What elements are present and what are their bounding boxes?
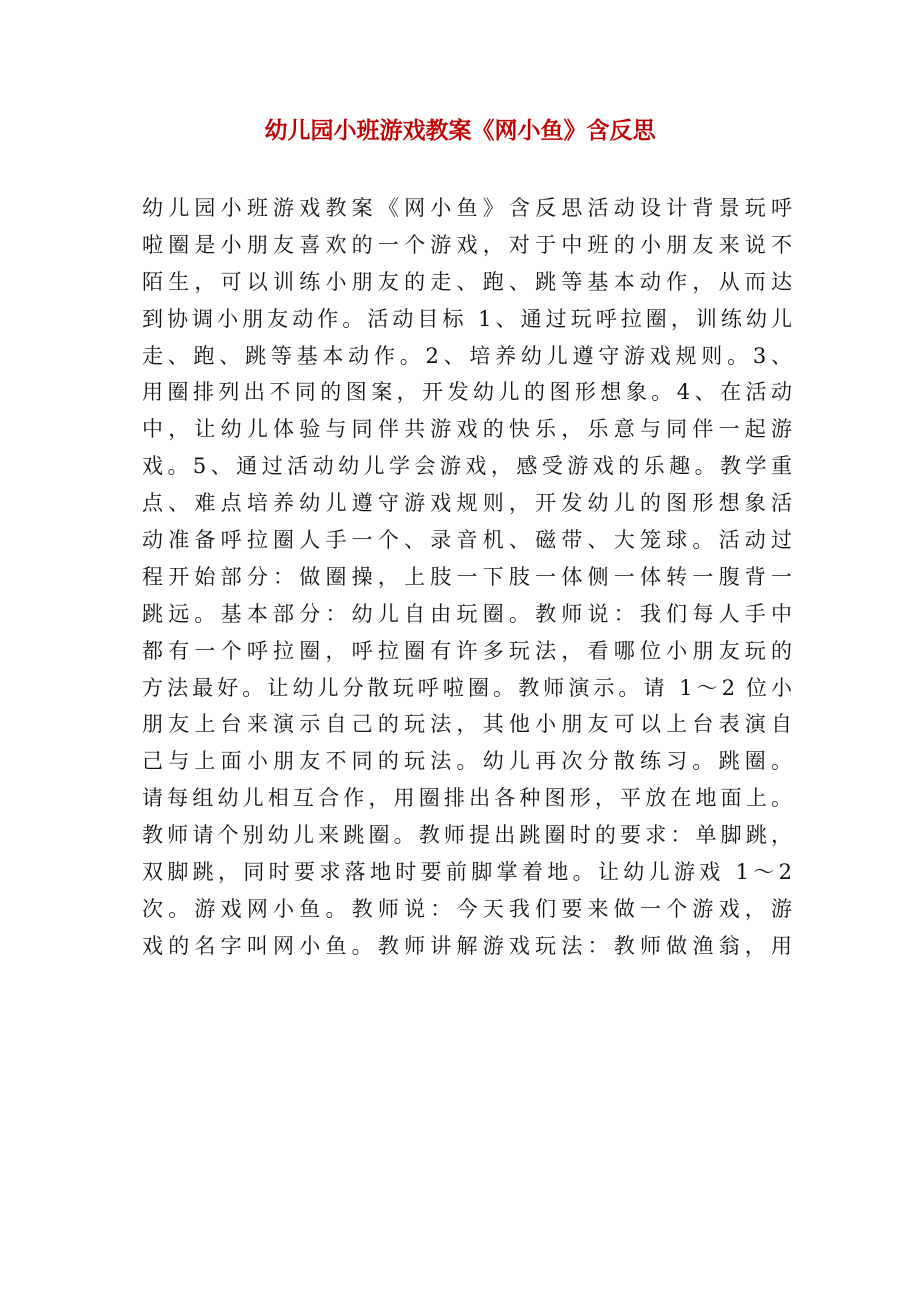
body-line: 戏。5、通过活动幼儿学会游戏，感受游戏的乐趣。教学重 (142, 454, 792, 479)
body-line: 请每组幼儿相互合作，用圈排出各种图形，平放在地面上。 (142, 786, 792, 811)
body-line: 次。游戏网小鱼。教师说：今天我们要来做一个游戏，游 (142, 896, 792, 921)
body-line: 幼儿园小班游戏教案《网小鱼》含反思活动设计背景玩呼 (142, 196, 792, 220)
body-line: 己与上面小朋友不同的玩法。幼儿再次分散练习。跳圈。 (142, 749, 792, 774)
body-line: 教师请个别幼儿来跳圈。教师提出跳圈时的要求：单脚跳， (142, 823, 792, 848)
body-line: 戏的名字叫网小鱼。教师讲解游戏玩法：教师做渔翁，用 (142, 933, 792, 958)
body-line: 动准备呼拉圈人手一个、录音机、磁带、大笼球。活动过 (142, 528, 792, 553)
body-line: 都有一个呼拉圈，呼拉圈有许多玩法，看哪位小朋友玩的 (142, 638, 792, 663)
body-line: 啦圈是小朋友喜欢的一个游戏，对于中班的小朋友来说不 (142, 232, 792, 257)
body-line: 点、难点培养幼儿遵守游戏规则，开发幼儿的图形想象活 (142, 491, 792, 516)
body-line: 走、跑、跳等基本动作。2、培养幼儿遵守游戏规则。3、 (142, 343, 792, 368)
body-line: 跳远。基本部分：幼儿自由玩圈。教师说：我们每人手中 (142, 601, 792, 626)
body-line: 陌生，可以训练小朋友的走、跑、跳等基本动作，从而达 (142, 269, 792, 294)
body-line: 用圈排列出不同的图案，开发幼儿的图形想象。4、在活动 (142, 380, 792, 405)
body-line: 到协调小朋友动作。活动目标 1、通过玩呼拉圈，训练幼儿 (142, 306, 792, 331)
body-line: 朋友上台来演示自己的玩法，其他小朋友可以上台表演自 (142, 712, 792, 737)
document-body (142, 190, 792, 965)
body-line: 程开始部分：做圈操，上肢一下肢一体侧一体转一腹背一 (142, 564, 792, 589)
body-line: 双脚跳，同时要求落地时要前脚掌着地。让幼儿游戏 1～2 (142, 860, 792, 885)
body-line: 中，让幼儿体验与同伴共游戏的快乐，乐意与同伴一起游 (142, 417, 792, 442)
document-title: 幼儿园小班游戏教案《网小鱼》含反思 (264, 117, 656, 144)
body-line: 方法最好。让幼儿分散玩呼啦圈。教师演示。请 1～2 位小 (142, 675, 792, 700)
